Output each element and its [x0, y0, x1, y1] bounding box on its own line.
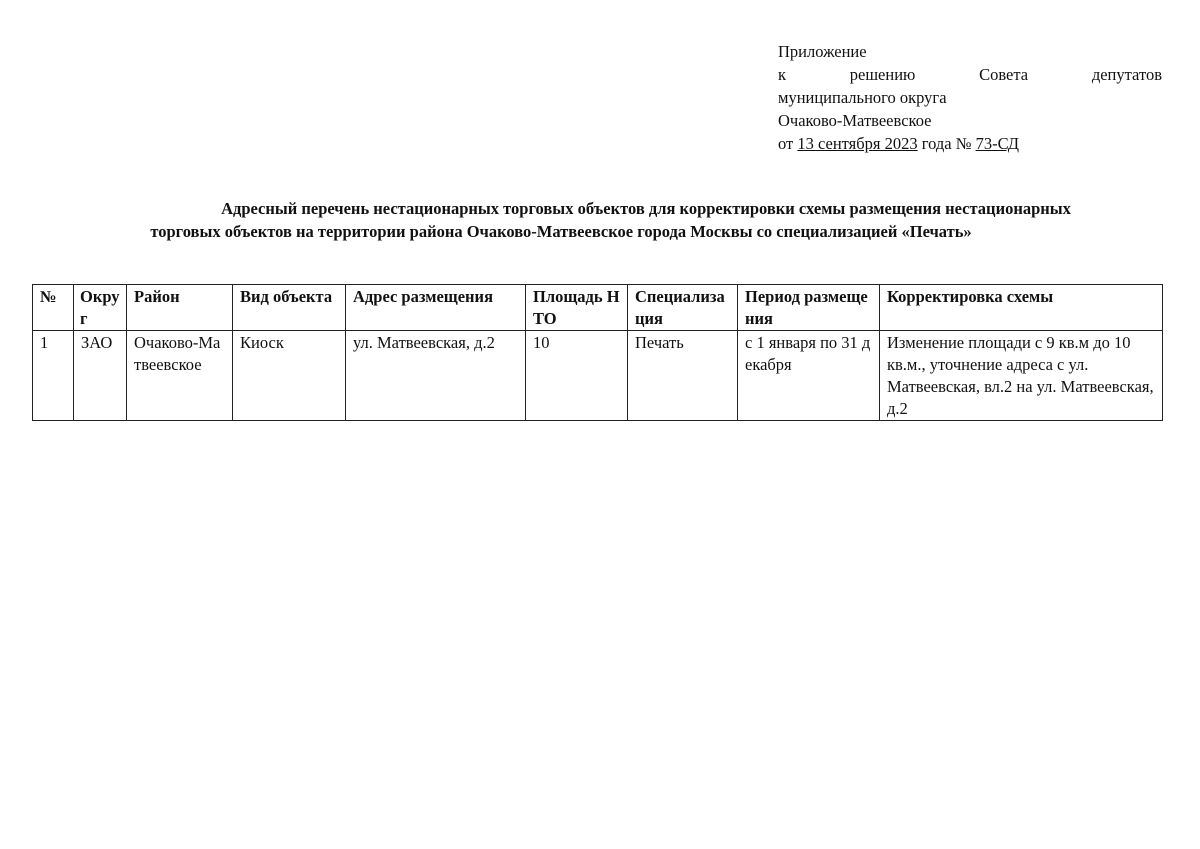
appendix-word: Совета	[979, 65, 1029, 84]
title-line-2: торговых объектов на территории района Очаково-Матвеевское города Москвы со специализацией «Печать»	[150, 222, 972, 241]
appendix-line-2	[778, 63, 1162, 86]
cell-period: с 1 января по 31 декабря	[738, 331, 880, 421]
header-rayon: Район	[127, 285, 233, 331]
header-correction: Корректировка схемы	[880, 285, 1163, 331]
cell-correction: Изменение площади с 9 кв.м до 10 кв.м., уточнение адреса с ул. Матвеевская, вл.2 на ул. Матвеевская, д.2	[880, 331, 1163, 421]
appendix-line-4: Очаково-Матвеевское	[778, 111, 932, 130]
appendix-line-1: Приложение	[778, 42, 867, 61]
appendix-word: решению	[849, 65, 916, 84]
cell-rayon: Очаково-Матвеевское	[127, 331, 233, 421]
appendix-word: депутатов	[1091, 65, 1162, 84]
header-period: Период размещения	[738, 285, 880, 331]
header-okrug: Округ	[74, 285, 127, 331]
appendix-decision-number: 73-СД	[975, 134, 1020, 153]
table-row	[33, 331, 1163, 421]
header-object-type: Вид объекта	[233, 285, 346, 331]
appendix-date-prefix: от	[778, 134, 794, 153]
table-header-row	[33, 285, 1163, 331]
appendix-word: к	[778, 65, 787, 84]
appendix-block	[778, 40, 1162, 155]
appendix-date-mid: года №	[921, 134, 972, 153]
header-address: Адрес размещения	[346, 285, 526, 331]
cell-object-type: Киоск	[233, 331, 346, 421]
cell-num: 1	[33, 331, 74, 421]
document-title	[40, 197, 1162, 243]
appendix-line-5	[778, 132, 1162, 155]
nto-address-table	[32, 284, 1163, 421]
appendix-line-3: муниципального округа	[778, 88, 947, 107]
header-num: №	[33, 285, 74, 331]
cell-specialization: Печать	[628, 331, 738, 421]
cell-area: 10	[526, 331, 628, 421]
title-line-1: Адресный перечень нестационарных торговых объектов для корректировки схемы размещения нестационарных	[221, 199, 1071, 218]
header-specialization: Специализация	[628, 285, 738, 331]
header-area: Площадь НТО	[526, 285, 628, 331]
cell-okrug: ЗАО	[74, 331, 127, 421]
cell-address: ул. Матвеевская, д.2	[346, 331, 526, 421]
appendix-date: 13 сентября 2023	[797, 134, 918, 153]
